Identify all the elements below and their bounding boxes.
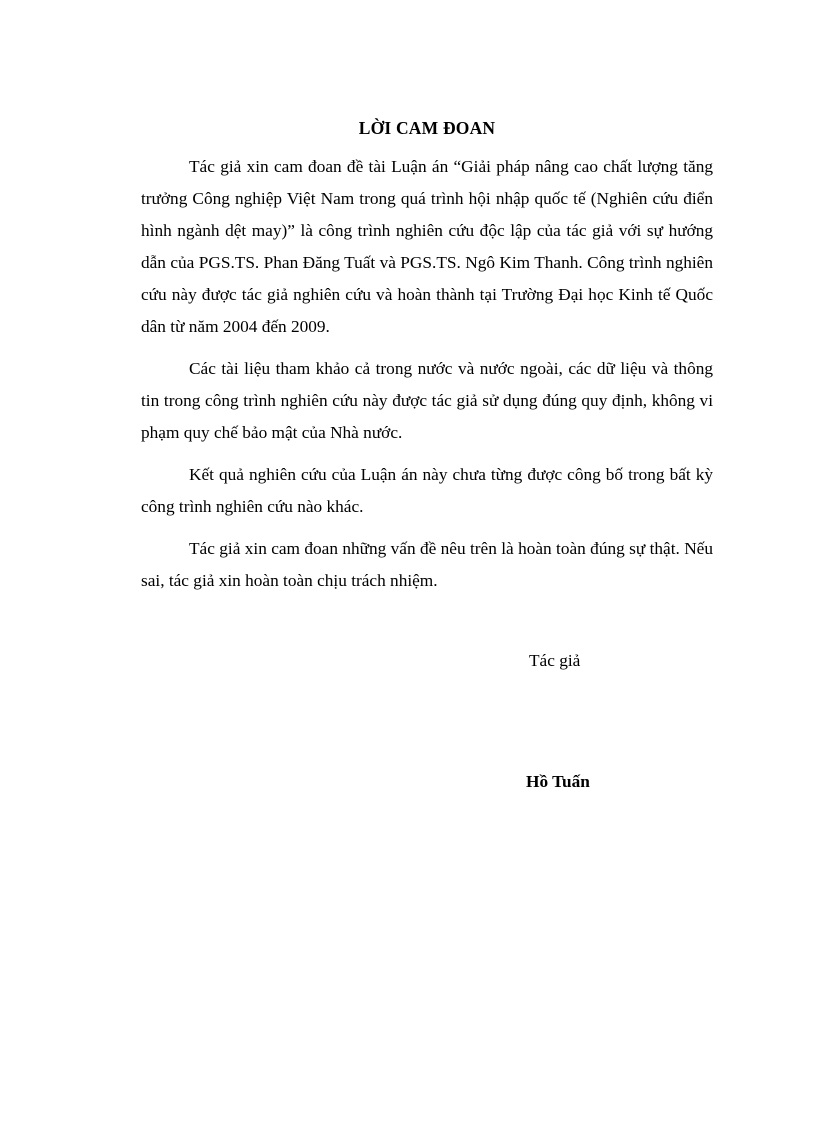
paragraph-originality: Kết quả nghiên cứu của Luận án này chưa từng được công bố trong bất kỳ công trình nghiên cứu nào khác. xyxy=(141,465,713,516)
declaration-body xyxy=(141,116,713,607)
paragraph-responsibility: Tác giả xin cam đoan những vấn đề nêu trên là hoàn toàn đúng sự thật. Nếu sai, tác giả xin hoàn toàn chịu trách nhiệm. xyxy=(141,539,713,590)
author-label: Tác giả xyxy=(529,651,581,670)
author-name: Hồ Tuấn xyxy=(526,772,590,791)
page-title: LỜI CAM ĐOAN xyxy=(358,118,496,138)
paragraph-declaration: Tác giả xin cam đoan đề tài Luận án “Giải pháp nâng cao chất lượng tăng trưởng Công nghiệp Việt Nam trong quá trình hội nhập quốc tế (Nghiên cứu điển hình ngành dệt may)” là công trình nghiên cứu độc lập của tác giả với sự hướng dẫn của PGS.TS. Phan Đăng Tuất và PGS.TS. Ngô Kim Thanh. Công trình nghiên cứu này được tác giả nghiên cứu và hoàn thành tại Trường Đại học Kinh tế Quốc dân từ năm 2004 đến 2009. xyxy=(141,157,713,336)
paragraph-references: Các tài liệu tham khảo cả trong nước và nước ngoài, các dữ liệu và thông tin trong công trình nghiên cứu này được tác giả sử dụng đúng quy định, không vi phạm quy chế bảo mật của Nhà nước. xyxy=(141,359,713,442)
